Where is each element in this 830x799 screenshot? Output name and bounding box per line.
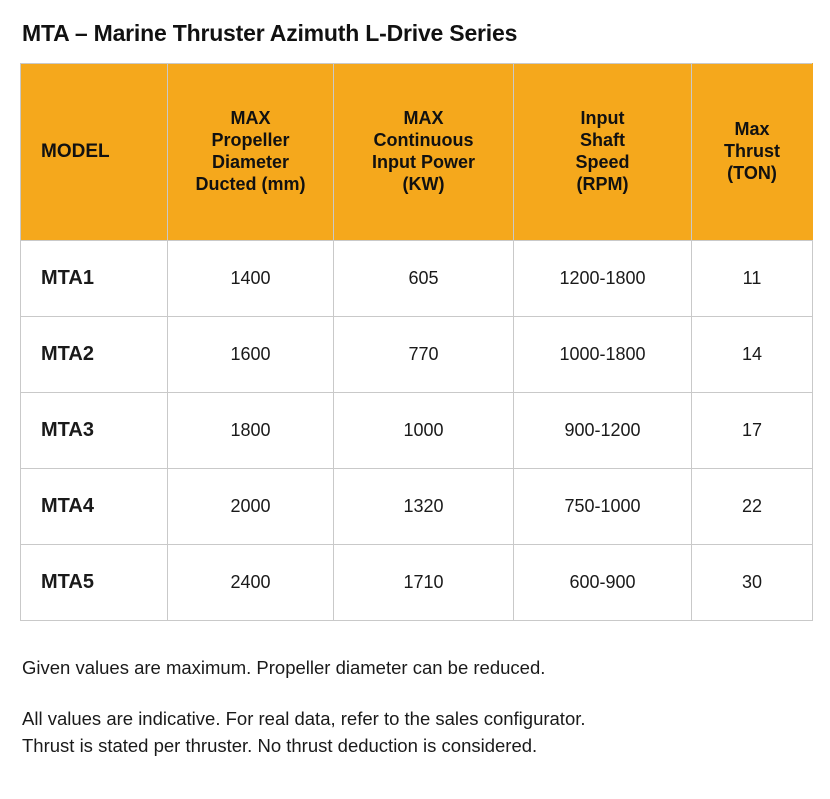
cell-thrust: 17 — [692, 393, 813, 469]
column-header-input-power-line-4: (KW) — [402, 173, 445, 194]
column-header-input-power-line-2: Continuous — [373, 130, 474, 151]
cell-model: MTA3 — [21, 393, 168, 469]
footnote-thrust-per-thruster: Thrust is stated per thruster. No thrust deduction is considered. — [22, 734, 538, 756]
cell-power: 605 — [334, 241, 514, 317]
column-header-shaft-speed — [514, 64, 692, 241]
specifications-table — [20, 63, 813, 621]
cell-diameter: 1800 — [168, 393, 334, 469]
table-header-row — [21, 64, 813, 241]
cell-model: MTA5 — [21, 545, 168, 621]
cell-model: MTA1 — [21, 241, 168, 317]
column-header-shaft-speed-line-1: Input — [580, 108, 625, 129]
column-header-input-power — [334, 64, 514, 241]
column-header-model-line-1: MODEL — [41, 141, 110, 163]
footnote-indicative-values: All values are indicative. For real data, refer to the sales configurator. — [22, 707, 586, 729]
cell-speed: 1000-1800 — [514, 317, 692, 393]
cell-power: 1000 — [334, 393, 514, 469]
column-header-input-power-line-1: MAX — [403, 108, 444, 129]
column-header-max-thrust-line-3: (TON) — [727, 162, 777, 183]
table-row — [21, 317, 813, 393]
cell-diameter: 1600 — [168, 317, 334, 393]
column-header-propeller-diameter-line-2: Propeller — [211, 130, 290, 151]
cell-speed: 750-1000 — [514, 469, 692, 545]
footnotes — [22, 655, 810, 759]
table-row — [21, 469, 813, 545]
cell-thrust: 11 — [692, 241, 813, 317]
cell-thrust: 22 — [692, 469, 813, 545]
cell-diameter: 2000 — [168, 469, 334, 545]
column-header-model — [21, 64, 168, 241]
cell-model: MTA2 — [21, 317, 168, 393]
footnote-maximum-values: Given values are maximum. Propeller diameter can be reduced. — [22, 657, 546, 678]
table-row — [21, 241, 813, 317]
cell-speed: 1200-1800 — [514, 241, 692, 317]
table-row — [21, 393, 813, 469]
cell-diameter: 1400 — [168, 241, 334, 317]
column-header-input-power-line-3: Input Power — [372, 152, 475, 172]
cell-power: 1320 — [334, 469, 514, 545]
cell-thrust: 30 — [692, 545, 813, 621]
table-header — [21, 64, 813, 241]
cell-power: 770 — [334, 317, 514, 393]
column-header-max-thrust — [692, 64, 813, 241]
table-body — [21, 241, 813, 621]
cell-diameter: 2400 — [168, 545, 334, 621]
cell-model: MTA4 — [21, 469, 168, 545]
table-row — [21, 545, 813, 621]
cell-speed: 600-900 — [514, 545, 692, 621]
page-title: MTA – Marine Thruster Azimuth L-Drive Series — [22, 20, 518, 46]
column-header-propeller-diameter-line-4: Ducted (mm) — [195, 173, 306, 194]
column-header-shaft-speed-line-2: Shaft — [580, 130, 625, 151]
cell-thrust: 14 — [692, 317, 813, 393]
column-header-shaft-speed-line-4: (RPM) — [576, 173, 629, 194]
column-header-propeller-diameter-line-3: Diameter — [211, 152, 290, 172]
cell-power: 1710 — [334, 545, 514, 621]
column-header-max-thrust-line-2: Thrust — [724, 141, 780, 162]
column-header-shaft-speed-line-3: Speed — [575, 152, 630, 172]
cell-speed: 900-1200 — [514, 393, 692, 469]
column-header-propeller-diameter-line-1: MAX — [230, 108, 271, 129]
column-header-max-thrust-line-1: Max — [734, 119, 770, 140]
column-header-propeller-diameter — [168, 64, 334, 241]
